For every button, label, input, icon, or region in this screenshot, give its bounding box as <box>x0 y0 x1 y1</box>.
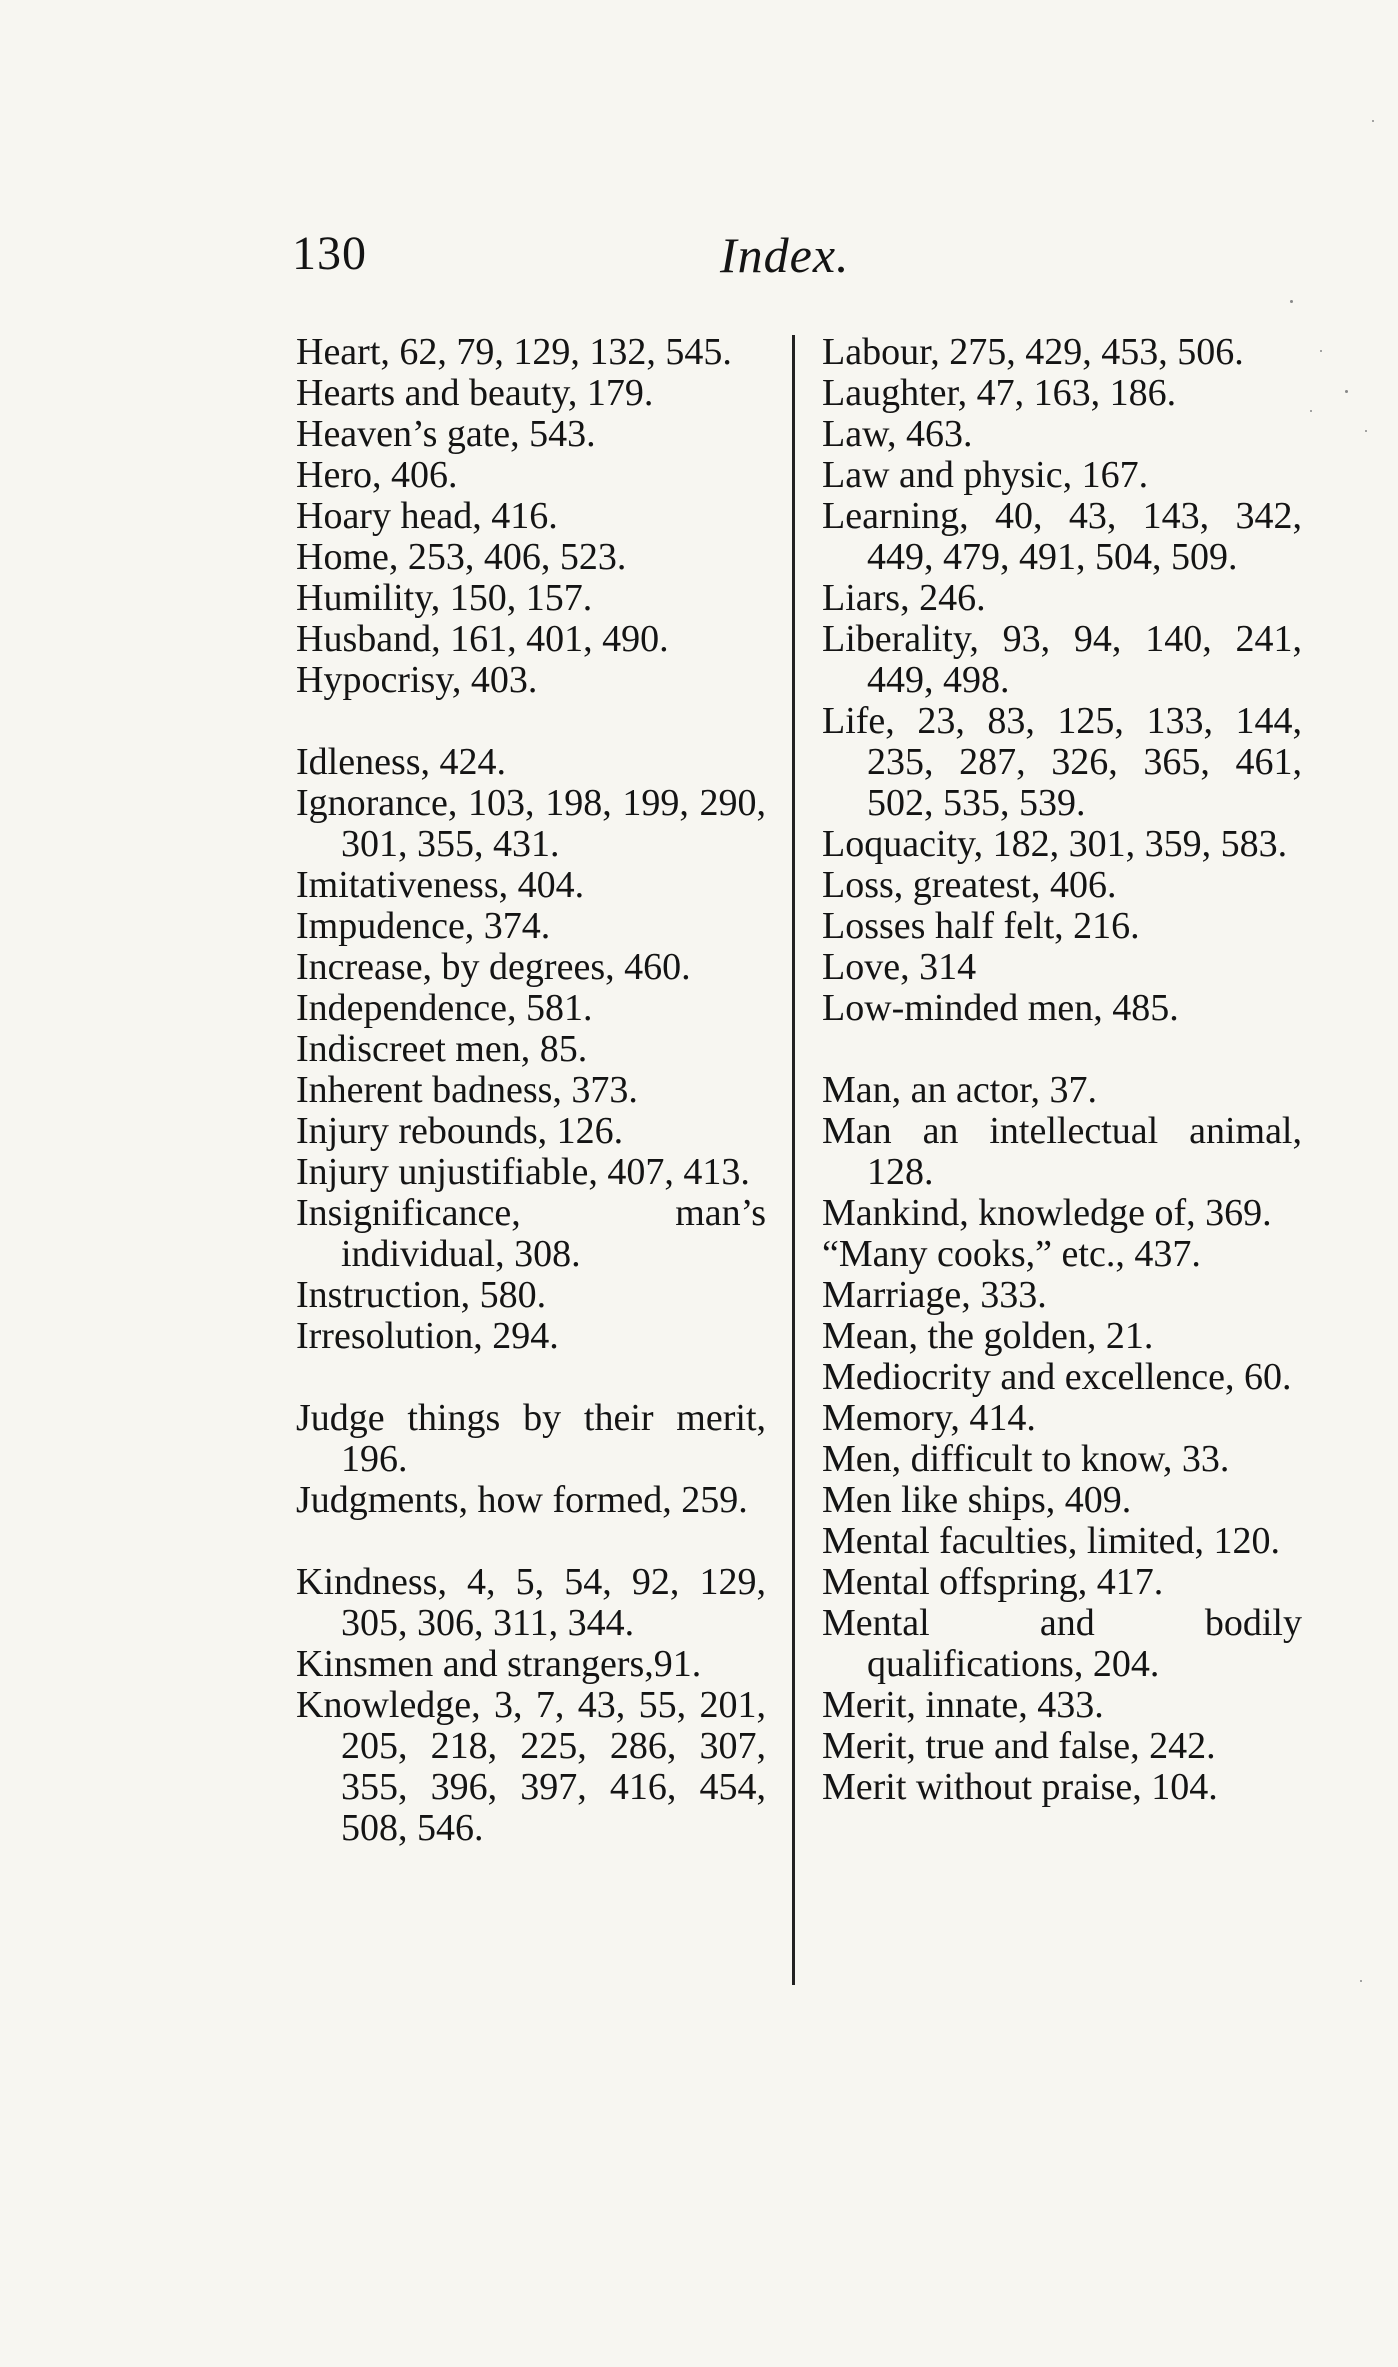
right-index-entry: Love, 314 <box>822 946 977 988</box>
left-index-entry: Insignificance, man’s individual, 308. <box>296 1192 766 1275</box>
left-index-entry: Inherent badness, 373. <box>296 1069 638 1111</box>
column-divider <box>792 335 795 1985</box>
right-index-entry: Low-minded men, 485. <box>822 987 1179 1029</box>
left-index-entry: Impudence, 374. <box>296 905 551 947</box>
right-index-entry: Men like ships, 409. <box>822 1479 1132 1521</box>
right-index-entry: Mental faculties, limited, 120. <box>822 1520 1281 1562</box>
right-index-entry: Loss, greatest, 406. <box>822 864 1117 906</box>
left-index-entry: Husband, 161, 401, 490. <box>296 618 669 660</box>
right-index-entry: Man, an actor, 37. <box>822 1069 1097 1111</box>
section-gap <box>296 1521 766 1562</box>
left-index-entry: Ignorance, 103, 198, 199, 290, 301, 355, 431. <box>296 782 766 865</box>
page-number: 130 <box>292 227 367 280</box>
right-index-entry: Mental offspring, 417. <box>822 1561 1164 1603</box>
right-index-entry: Man an intellectual animal, 128. <box>822 1110 1302 1193</box>
left-index-entry: Injury unjustifiable, 407, 413. <box>296 1151 750 1193</box>
left-index-entry: Hero, 406. <box>296 454 458 496</box>
right-index-entry: Liberality, 93, 94, 140, 241, 449, 498. <box>822 618 1302 701</box>
right-index-column <box>822 332 1302 1808</box>
left-index-entry: Imitativeness, 404. <box>296 864 585 906</box>
section-gap <box>296 1357 766 1398</box>
left-index-entry: Hoary head, 416. <box>296 495 558 537</box>
left-index-entry: Kindness, 4, 5, 54, 92, 129, 305, 306, 311, 344. <box>296 1561 766 1644</box>
left-index-entry: Irresolution, 294. <box>296 1315 559 1357</box>
section-gap <box>822 1029 1302 1070</box>
left-index-entry: Judge things by their merit, 196. <box>296 1397 766 1480</box>
right-index-entry: Laughter, 47, 163, 186. <box>822 372 1177 414</box>
right-index-entry: Law, 463. <box>822 413 973 455</box>
right-index-entry: Life, 23, 83, 125, 133, 144, 235, 287, 326, 365, 461, 502, 535, 539. <box>822 700 1302 824</box>
running-title: Index. <box>720 227 850 283</box>
right-index-entry: Labour, 275, 429, 453, 506. <box>822 331 1244 373</box>
right-index-entry: Marriage, 333. <box>822 1274 1047 1316</box>
right-index-entry: Liars, 246. <box>822 577 986 619</box>
left-index-entry: Independence, 581. <box>296 987 593 1029</box>
right-index-entry: Learning, 40, 43, 143, 342, 449, 479, 491, 504, 509. <box>822 495 1302 578</box>
left-index-column <box>296 332 766 1849</box>
left-index-entry: Heart, 62, 79, 129, 132, 545. <box>296 331 732 373</box>
right-index-entry: Men, difficult to know, 33. <box>822 1438 1230 1480</box>
left-index-entry: Judgments, how formed, 259. <box>296 1479 748 1521</box>
right-index-entry: Loquacity, 182, 301, 359, 583. <box>822 823 1288 865</box>
right-index-entry: Mankind, knowledge of, 369. <box>822 1192 1272 1234</box>
right-index-entry: Merit, innate, 433. <box>822 1684 1104 1726</box>
left-index-entry: Indiscreet men, 85. <box>296 1028 588 1070</box>
section-gap <box>296 701 766 742</box>
left-index-entry: Heaven’s gate, 543. <box>296 413 596 455</box>
left-index-entry: Humility, 150, 157. <box>296 577 593 619</box>
left-index-entry: Hearts and beauty, 179. <box>296 372 654 414</box>
left-index-entry: Home, 253, 406, 523. <box>296 536 627 578</box>
left-index-entry: Idleness, 424. <box>296 741 507 783</box>
right-index-entry: Merit without praise, 104. <box>822 1766 1218 1808</box>
left-index-entry: Hypocrisy, 403. <box>296 659 538 701</box>
left-index-entry: Instruction, 580. <box>296 1274 547 1316</box>
right-index-entry: Mean, the golden, 21. <box>822 1315 1154 1357</box>
right-index-entry: “Many cooks,” etc., 437. <box>822 1233 1201 1275</box>
left-index-entry: Kinsmen and strangers,91. <box>296 1643 702 1685</box>
right-index-entry: Mental and bodily qualifications, 204. <box>822 1602 1302 1685</box>
right-index-entry: Mediocrity and excellence, 60. <box>822 1356 1292 1398</box>
right-index-entry: Losses half felt, 216. <box>822 905 1140 947</box>
right-index-entry: Memory, 414. <box>822 1397 1036 1439</box>
right-index-entry: Merit, true and false, 242. <box>822 1725 1216 1767</box>
left-index-entry: Injury rebounds, 126. <box>296 1110 624 1152</box>
right-index-entry: Law and physic, 167. <box>822 454 1149 496</box>
left-index-entry: Increase, by degrees, 460. <box>296 946 691 988</box>
left-index-entry: Knowledge, 3, 7, 43, 55, 201, 205, 218, 225, 286, 307, 355, 396, 397, 416, 454, 508, 546. <box>296 1684 766 1849</box>
